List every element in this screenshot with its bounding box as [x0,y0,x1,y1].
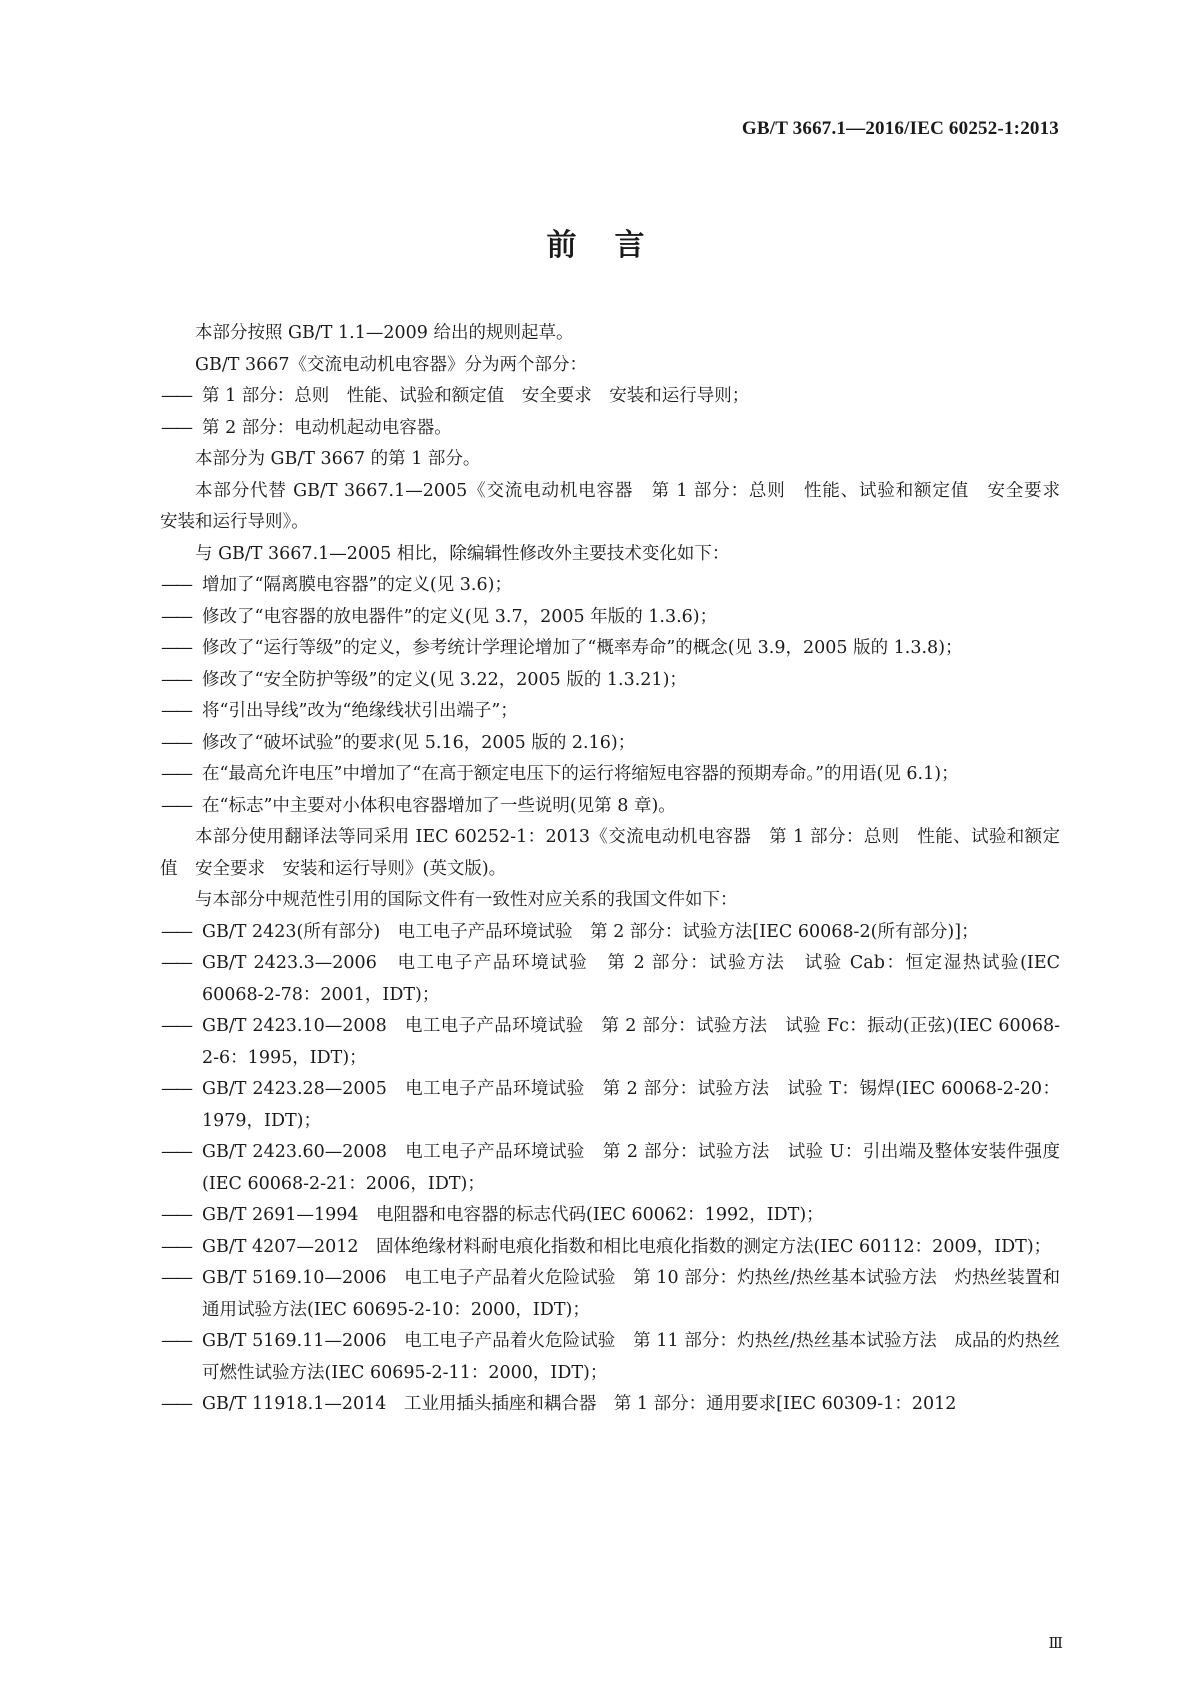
paragraph: 本部分使用翻译法等同采用 IEC 60252-1：2013《交流电动机电容器 第 1 部分：总则 性能、试验和额定值 安全要求 安装和运行导则》(英文版)。 [160,827,1060,879]
list-item: —— 增加了“隔离膜电容器”的定义(见 3.6)； [160,570,1060,602]
list-item: —— GB/T 2423.10—2008 电工电子产品环境试验 第 2 部分：试验方法 试验 Fc：振动(正弦)(IEC 60068-2-6：1995，IDT)； [160,1011,1060,1074]
list-item: —— 修改了“电容器的放电器件”的定义(见 3.7，2005 年版的 1.3.6)； [160,602,1060,634]
list-item: —— GB/T 5169.10—2006 电工电子产品着火危险试验 第 10 部分：灼热丝/热丝基本试验方法 灼热丝装置和通用试验方法(IEC 60695-2-10：2000，IDT)； [160,1263,1060,1326]
list-item: —— GB/T 2423.3—2006 电工电子产品环境试验 第 2 部分：试验方法 试验 Cab：恒定湿热试验(IEC 60068-2-78：2001，IDT)； [160,948,1060,1011]
paragraph: 本部分按照 GB/T 1.1—2009 给出的规则起草。 [195,323,574,343]
list-item: —— GB/T 2423.60—2008 电工电子产品环境试验 第 2 部分：试验方法 试验 U：引出端及整体安装件强度(IEC 60068-2-21：2006，IDT)； [160,1137,1060,1200]
list-item: —— GB/T 4207—2012 固体绝缘材料耐电痕化指数和相比电痕化指数的测定方法(IEC 60112：2009，IDT)； [160,1232,1060,1264]
page-title: 前言 [546,228,683,263]
list-item: —— GB/T 2423.28—2005 电工电子产品环境试验 第 2 部分：试验方法 试验 T：锡焊(IEC 60068-2-20：1979，IDT)； [160,1074,1060,1137]
list-item: —— GB/T 2423(所有部分) 电工电子产品环境试验 第 2 部分：试验方法[IEC 60068-2(所有部分)]； [160,917,1060,949]
list-item: —— 将“引出导线”改为“绝缘线状引出端子”； [160,696,1060,728]
paragraph: 与 GB/T 3667.1—2005 相比，除编辑性修改外主要技术变化如下： [195,543,730,564]
foreword-body [160,318,1078,1421]
paragraph: 本部分为 GB/T 3667 的第 1 部分。 [195,449,481,469]
list-item: —— 在“最高允许电压”中增加了“在高于额定电压下的运行将缩短电容器的预期寿命。”的用语(见 6.1)； [160,759,1060,791]
list-item: —— 修改了“破坏试验”的要求(见 5.16，2005 版的 2.16)； [160,728,1060,760]
list-item: —— 修改了“运行等级”的定义，参考统计学理论增加了“概率寿命”的概念(见 3.9，2005 版的 1.3.8)； [160,633,1060,665]
paragraph: 与本部分中规范性引用的国际文件有一致性对应关系的我国文件如下： [195,890,738,910]
list-item: —— GB/T 2691—1994 电阻器和电容器的标志代码(IEC 60062：1992，IDT)； [160,1200,1060,1232]
standard-code: GB/T 3667.1—2016/IEC 60252-1:2013 [741,118,1059,139]
paragraph: GB/T 3667《交流电动机电容器》分为两个部分： [195,354,588,375]
list-item: —— GB/T 11918.1—2014 工业用插头插座和耦合器 第 1 部分：通用要求[IEC 60309-1：2012 [160,1389,1060,1421]
list-item: —— 在“标志”中主要对小体积电容器增加了一些说明(见第 8 章)。 [160,791,1060,823]
paragraph: 本部分代替 GB/T 3667.1—2005《交流电动机电容器 第 1 部分：总则 性能、试验和额定值 安全要求 安装和运行导则》。 [160,480,1078,532]
list-item: —— 第 2 部分：电动机起动电容器。 [160,413,1060,445]
list-item: —— GB/T 5169.11—2006 电工电子产品着火危险试验 第 11 部分：灼热丝/热丝基本试验方法 成品的灼热丝可燃性试验方法(IEC 60695-2-11：2000，IDT)； [160,1326,1060,1389]
page-number: Ⅲ [1048,1636,1063,1652]
list-item: —— 修改了“安全防护等级”的定义(见 3.22，2005 版的 1.3.21)； [160,665,1060,697]
list-item: —— 第 1 部分：总则 性能、试验和额定值 安全要求 安装和运行导则； [160,381,1060,413]
